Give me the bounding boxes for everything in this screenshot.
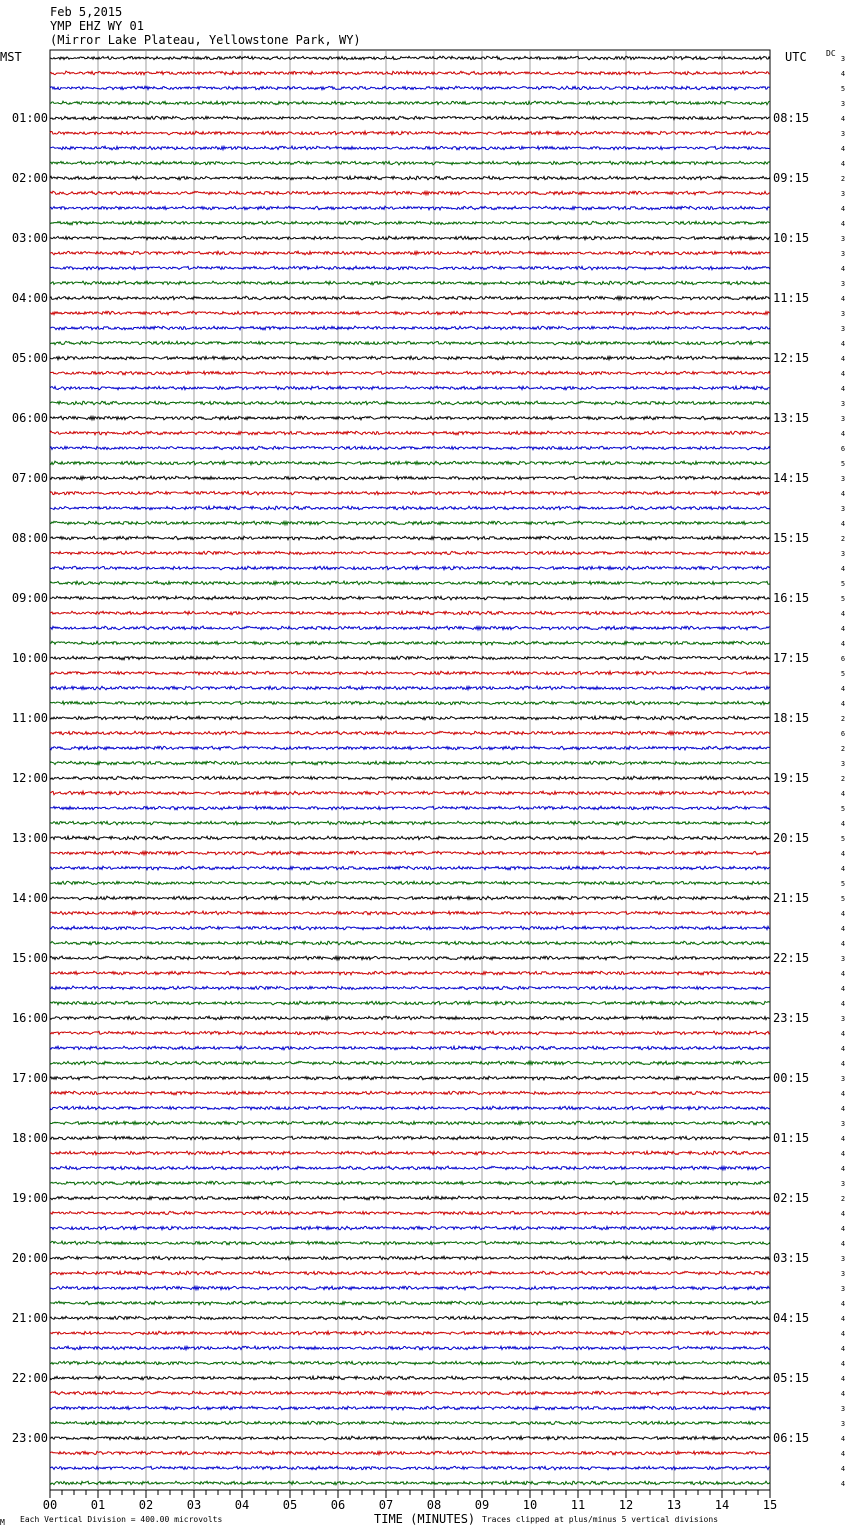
hour-label-left: 12:00 xyxy=(11,771,48,785)
seismic-trace xyxy=(50,896,770,900)
hour-label-right: 09:15 xyxy=(773,171,810,185)
x-tick-label: 00 xyxy=(42,1498,58,1512)
seismic-trace xyxy=(50,971,770,975)
scale-note: Each Vertical Division = 400.00 microvolts xyxy=(20,1515,223,1524)
dc-offset-value: 5 xyxy=(840,670,846,678)
dc-offset-value: 3 xyxy=(840,190,846,198)
dc-offset-value: 3 xyxy=(840,1405,846,1413)
right-timezone-label: UTC xyxy=(785,50,807,64)
dc-offset-value: 2 xyxy=(840,175,846,183)
seismic-trace xyxy=(50,566,770,570)
hour-label-left: 14:00 xyxy=(11,891,48,905)
seismic-trace xyxy=(50,1451,770,1455)
seismic-trace xyxy=(50,701,770,705)
seismic-trace xyxy=(50,1466,770,1470)
dc-offset-value: 6 xyxy=(840,445,846,453)
dc-offset-value: 4 xyxy=(840,1240,846,1248)
seismic-trace xyxy=(50,176,770,180)
dc-offset-value: 4 xyxy=(840,700,846,708)
seismic-trace xyxy=(50,56,770,60)
seismic-trace xyxy=(50,1166,770,1170)
dc-offset-value: 3 xyxy=(840,760,846,768)
dc-offset-value: 4 xyxy=(840,145,846,153)
dc-offset-value: 3 xyxy=(840,325,846,333)
dc-offset-value: 2 xyxy=(840,715,846,723)
dc-offset-value: 4 xyxy=(840,1435,846,1443)
seismic-trace xyxy=(50,746,770,750)
dc-offset-value: 3 xyxy=(840,310,846,318)
dc-offset-value: 3 xyxy=(840,235,846,243)
seismic-trace xyxy=(50,461,770,465)
seismic-trace xyxy=(50,581,770,585)
seismic-trace xyxy=(50,371,770,375)
dc-offset-value: 4 xyxy=(840,925,846,933)
hour-label-right: 08:15 xyxy=(773,111,810,125)
hour-label-left: 01:00 xyxy=(11,111,48,125)
dc-offset-value: 4 xyxy=(840,820,846,828)
seismic-trace xyxy=(50,1256,770,1260)
hour-label-right: 01:15 xyxy=(773,1131,810,1145)
hour-label-left: 17:00 xyxy=(11,1071,48,1085)
seismic-trace xyxy=(50,956,770,960)
seismic-trace xyxy=(50,776,770,780)
seismic-trace xyxy=(50,1076,770,1080)
dc-offset-value: 3 xyxy=(840,475,846,483)
seismic-trace xyxy=(50,311,770,315)
seismic-trace xyxy=(50,1331,770,1335)
hour-label-right: 21:15 xyxy=(773,891,810,905)
hour-label-left: 16:00 xyxy=(11,1011,48,1025)
seismic-trace xyxy=(50,866,770,870)
dc-offset-value: 2 xyxy=(840,535,846,543)
seismic-trace xyxy=(50,326,770,330)
dc-offset-value: 3 xyxy=(840,1255,846,1263)
seismic-trace xyxy=(50,836,770,840)
dc-offset-value: 5 xyxy=(840,580,846,588)
hour-label-left: 21:00 xyxy=(11,1311,48,1325)
dc-offset-value: 4 xyxy=(840,1450,846,1458)
hour-label-left: 13:00 xyxy=(11,831,48,845)
seismic-trace xyxy=(50,731,770,735)
seismic-trace xyxy=(50,671,770,675)
seismic-trace xyxy=(50,476,770,480)
dc-offset-value: 5 xyxy=(840,805,846,813)
station-code: YMP EHZ WY 01 xyxy=(50,19,144,33)
dc-offset-value: 4 xyxy=(840,340,846,348)
dc-offset-value: 4 xyxy=(840,160,846,168)
hour-label-right: 18:15 xyxy=(773,711,810,725)
seismic-trace xyxy=(50,656,770,660)
hour-label-right: 10:15 xyxy=(773,231,810,245)
x-tick-label: 15 xyxy=(762,1498,778,1512)
dc-offset-value: 4 xyxy=(840,1480,846,1488)
dc-offset-value: 3 xyxy=(840,1015,846,1023)
seismic-trace xyxy=(50,1391,770,1395)
seismic-trace xyxy=(50,1001,770,1005)
dc-offset-value: 3 xyxy=(840,505,846,513)
seismic-trace xyxy=(50,491,770,495)
dc-offset-value: 4 xyxy=(840,1030,846,1038)
x-tick-label: 03 xyxy=(186,1498,202,1512)
dc-offset-value: 4 xyxy=(840,520,846,528)
dc-offset-value: 4 xyxy=(840,295,846,303)
seismic-trace xyxy=(50,341,770,345)
seismic-trace xyxy=(50,386,770,390)
seismic-trace xyxy=(50,1061,770,1065)
seismic-trace xyxy=(50,761,770,765)
seismic-trace xyxy=(50,1346,770,1350)
hour-label-right: 04:15 xyxy=(773,1311,810,1325)
dc-offset-header: DC xyxy=(826,49,836,58)
dc-offset-value: 4 xyxy=(840,640,846,648)
dc-offset-value: 2 xyxy=(840,745,846,753)
seismic-trace xyxy=(50,1196,770,1200)
dc-offset-value: 3 xyxy=(840,1270,846,1278)
hour-label-right: 11:15 xyxy=(773,291,810,305)
x-tick-label: 08 xyxy=(426,1498,442,1512)
seismic-trace xyxy=(50,1211,770,1215)
seismic-trace xyxy=(50,1436,770,1440)
seismic-trace xyxy=(50,281,770,285)
seismic-trace xyxy=(50,926,770,930)
x-tick-label: 04 xyxy=(234,1498,250,1512)
dc-offset-value: 6 xyxy=(840,655,846,663)
hour-label-right: 15:15 xyxy=(773,531,810,545)
seismic-trace xyxy=(50,551,770,554)
dc-offset-value: 4 xyxy=(840,1045,846,1053)
dc-offset-value: 4 xyxy=(840,1465,846,1473)
dc-offset-value: 3 xyxy=(840,1285,846,1293)
dc-offset-value: 4 xyxy=(840,985,846,993)
x-tick-label: 02 xyxy=(138,1498,154,1512)
x-tick-label: 01 xyxy=(90,1498,106,1512)
hour-label-right: 00:15 xyxy=(773,1071,810,1085)
seismic-trace xyxy=(50,596,770,600)
seismic-trace xyxy=(50,191,770,195)
dc-offset-value: 4 xyxy=(840,1315,846,1323)
seismic-trace xyxy=(50,791,770,795)
dc-offset-value: 4 xyxy=(840,115,846,123)
hour-label-left: 11:00 xyxy=(11,711,48,725)
seismic-trace xyxy=(50,206,770,210)
seismic-trace xyxy=(50,161,770,165)
x-tick-label: 06 xyxy=(330,1498,346,1512)
seismic-trace xyxy=(50,536,770,540)
recording-date: Feb 5,2015 xyxy=(50,5,123,19)
seismic-trace xyxy=(50,941,770,945)
seismic-trace xyxy=(50,416,770,420)
dc-offset-value: 3 xyxy=(840,280,846,288)
dc-offset-value: 4 xyxy=(840,850,846,858)
hour-label-left: 19:00 xyxy=(11,1191,48,1205)
dc-offset-value: 4 xyxy=(840,1000,846,1008)
seismic-trace xyxy=(50,1286,770,1290)
dc-offset-value: 4 xyxy=(840,940,846,948)
seismic-trace xyxy=(50,1421,770,1425)
dc-offset-value: 3 xyxy=(840,1420,846,1428)
dc-offset-value: 3 xyxy=(840,130,846,138)
left-timezone-label: MST xyxy=(0,50,22,64)
x-tick-label: 13 xyxy=(666,1498,682,1512)
dc-offset-value: 4 xyxy=(840,1060,846,1068)
seismic-trace xyxy=(50,1121,770,1125)
dc-offset-value: 4 xyxy=(840,1330,846,1338)
dc-offset-value: 4 xyxy=(840,1150,846,1158)
dc-offset-value: 5 xyxy=(840,880,846,888)
dc-offset-value: 4 xyxy=(840,685,846,693)
dc-offset-value: 3 xyxy=(840,1180,846,1188)
dc-offset-value: 2 xyxy=(840,1195,846,1203)
seismic-trace xyxy=(50,131,770,135)
seismic-trace xyxy=(50,1316,770,1320)
seismic-trace xyxy=(50,221,770,225)
seismic-trace xyxy=(50,1481,770,1485)
hour-label-right: 14:15 xyxy=(773,471,810,485)
x-tick-label: 12 xyxy=(618,1498,634,1512)
hour-label-right: 19:15 xyxy=(773,771,810,785)
x-axis-title: TIME (MINUTES) xyxy=(374,1512,476,1526)
seismic-trace xyxy=(50,401,770,405)
seismic-trace xyxy=(50,911,770,915)
seismic-trace xyxy=(50,806,770,810)
dc-offset-value: 5 xyxy=(840,595,846,603)
seismic-trace xyxy=(50,1226,770,1230)
seismic-trace xyxy=(50,86,770,90)
hour-label-left: 15:00 xyxy=(11,951,48,965)
seismic-trace xyxy=(50,251,770,255)
dc-offset-value: 3 xyxy=(840,1075,846,1083)
seismic-trace xyxy=(50,71,770,75)
dc-offset-value: 4 xyxy=(840,1390,846,1398)
hour-label-left: 20:00 xyxy=(11,1251,48,1265)
dc-offset-value: 4 xyxy=(840,220,846,228)
hour-label-left: 18:00 xyxy=(11,1131,48,1145)
dc-offset-value: 3 xyxy=(840,1120,846,1128)
seismic-trace xyxy=(50,266,770,270)
dc-offset-value: 4 xyxy=(840,355,846,363)
hour-label-left: 10:00 xyxy=(11,651,48,665)
dc-offset-value: 4 xyxy=(840,1375,846,1383)
hour-label-right: 02:15 xyxy=(773,1191,810,1205)
seismic-trace xyxy=(50,1031,770,1035)
dc-offset-value: 3 xyxy=(840,955,846,963)
dc-offset-value: 4 xyxy=(840,610,846,618)
dc-offset-value: 6 xyxy=(840,730,846,738)
dc-offset-value: 4 xyxy=(840,1345,846,1353)
dc-offset-value: 4 xyxy=(840,490,846,498)
seismic-trace xyxy=(50,851,770,855)
station-location: (Mirror Lake Plateau, Yellowstone Park, WY) xyxy=(50,33,361,47)
x-tick-label: 05 xyxy=(282,1498,298,1512)
dc-offset-value: 3 xyxy=(840,55,846,63)
dc-offset-value: 4 xyxy=(840,1105,846,1113)
dc-offset-value: 4 xyxy=(840,865,846,873)
dc-offset-value: 4 xyxy=(840,1360,846,1368)
x-tick-label: 14 xyxy=(714,1498,730,1512)
seismic-trace xyxy=(50,356,770,360)
seismic-trace xyxy=(50,821,770,825)
hour-label-right: 16:15 xyxy=(773,591,810,605)
dc-offset-value: 4 xyxy=(840,205,846,213)
seismic-trace xyxy=(50,1091,770,1095)
dc-offset-value: 4 xyxy=(840,385,846,393)
seismic-trace xyxy=(50,1016,770,1020)
seismic-trace xyxy=(50,1181,770,1185)
hour-label-right: 23:15 xyxy=(773,1011,810,1025)
seismic-trace xyxy=(50,986,770,990)
seismic-trace xyxy=(50,1151,770,1155)
dc-offset-value: 3 xyxy=(840,415,846,423)
dc-offset-value: 4 xyxy=(840,565,846,573)
dc-offset-value: 5 xyxy=(840,835,846,843)
dc-offset-value: 4 xyxy=(840,1300,846,1308)
seismic-trace xyxy=(50,1271,770,1275)
seismic-trace xyxy=(50,611,770,615)
seismic-trace xyxy=(50,1136,770,1140)
hour-label-left: 02:00 xyxy=(11,171,48,185)
hour-label-left: 07:00 xyxy=(11,471,48,485)
dc-offset-value: 4 xyxy=(840,910,846,918)
seismic-trace xyxy=(50,1301,770,1305)
seismic-trace xyxy=(50,1361,770,1365)
seismic-trace xyxy=(50,236,770,240)
dc-offset-value: 3 xyxy=(840,550,846,558)
seismic-trace xyxy=(50,1106,770,1110)
dc-offset-value: 4 xyxy=(840,370,846,378)
corner-mark: M xyxy=(0,1518,5,1527)
dc-offset-value: 4 xyxy=(840,1135,846,1143)
hour-label-left: 04:00 xyxy=(11,291,48,305)
hour-label-left: 09:00 xyxy=(11,591,48,605)
hour-label-left: 05:00 xyxy=(11,351,48,365)
dc-offset-value: 4 xyxy=(840,625,846,633)
seismic-trace xyxy=(50,881,770,885)
hour-label-left: 06:00 xyxy=(11,411,48,425)
hour-label-right: 12:15 xyxy=(773,351,810,365)
seismic-trace xyxy=(50,101,770,105)
dc-offset-value: 4 xyxy=(840,1210,846,1218)
seismic-trace xyxy=(50,116,770,120)
dc-offset-value: 5 xyxy=(840,460,846,468)
hour-label-right: 20:15 xyxy=(773,831,810,845)
seismic-trace xyxy=(50,296,770,300)
dc-offset-value: 4 xyxy=(840,790,846,798)
seismic-trace xyxy=(50,431,770,435)
dc-offset-value: 5 xyxy=(840,895,846,903)
hour-label-right: 06:15 xyxy=(773,1431,810,1445)
x-tick-label: 11 xyxy=(570,1498,586,1512)
seismic-trace xyxy=(50,716,770,720)
hour-label-left: 03:00 xyxy=(11,231,48,245)
seismic-trace xyxy=(50,1406,770,1410)
dc-offset-value: 3 xyxy=(840,250,846,258)
hour-label-right: 17:15 xyxy=(773,651,810,665)
seismic-trace xyxy=(50,446,770,450)
dc-offset-value: 4 xyxy=(840,265,846,273)
seismic-trace xyxy=(50,626,770,630)
dc-offset-value: 3 xyxy=(840,400,846,408)
hour-label-left: 22:00 xyxy=(11,1371,48,1385)
dc-offset-value: 2 xyxy=(840,775,846,783)
dc-offset-value: 4 xyxy=(840,70,846,78)
seismic-trace xyxy=(50,521,770,525)
dc-offset-value: 5 xyxy=(840,85,846,93)
x-tick-label: 07 xyxy=(378,1498,394,1512)
dc-offset-value: 4 xyxy=(840,1090,846,1098)
x-tick-label: 10 xyxy=(522,1498,538,1512)
hour-label-right: 22:15 xyxy=(773,951,810,965)
dc-offset-value: 4 xyxy=(840,970,846,978)
seismic-trace xyxy=(50,1376,770,1380)
hour-label-left: 23:00 xyxy=(11,1431,48,1445)
x-tick-label: 09 xyxy=(474,1498,490,1512)
dc-offset-value: 4 xyxy=(840,1225,846,1233)
dc-offset-value: 4 xyxy=(840,1165,846,1173)
seismic-trace xyxy=(50,1046,770,1050)
hour-label-right: 13:15 xyxy=(773,411,810,425)
hour-label-right: 05:15 xyxy=(773,1371,810,1385)
seismic-trace xyxy=(50,146,770,150)
dc-offset-value: 4 xyxy=(840,430,846,438)
clip-note: Traces clipped at plus/minus 5 vertical divisions xyxy=(482,1515,719,1524)
dc-offset-value: 3 xyxy=(840,100,846,108)
seismic-trace xyxy=(50,1241,770,1245)
seismic-trace xyxy=(50,506,770,510)
hour-label-right: 03:15 xyxy=(773,1251,810,1265)
seismic-trace xyxy=(50,686,770,690)
hour-label-left: 08:00 xyxy=(11,531,48,545)
seismic-trace xyxy=(50,641,770,645)
